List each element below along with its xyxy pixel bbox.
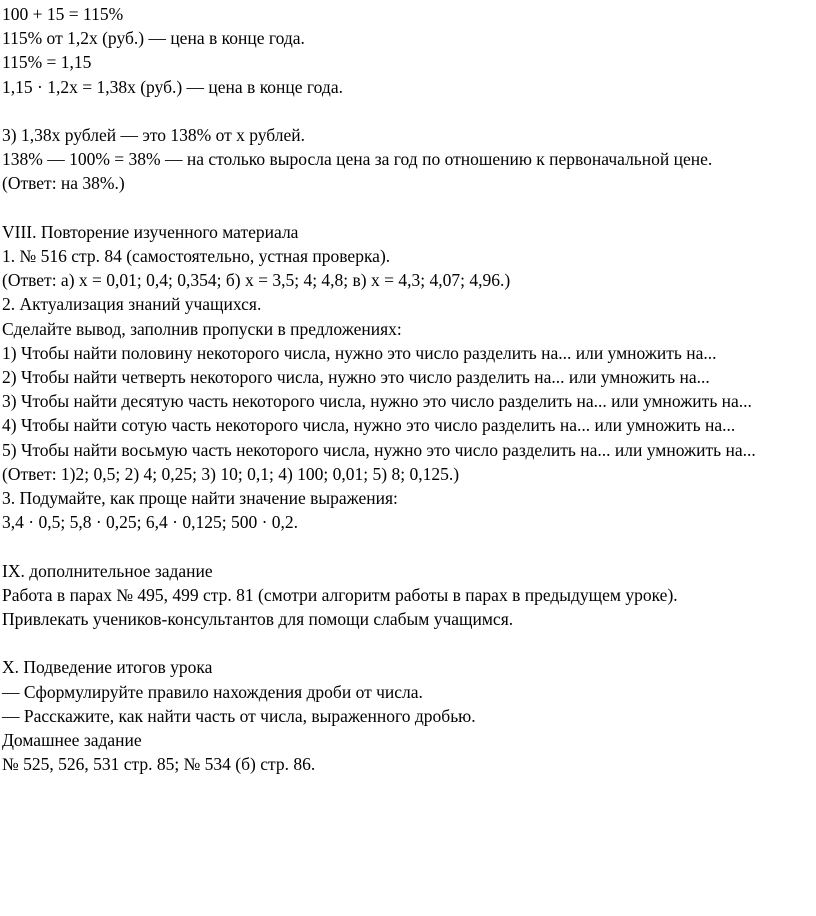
section8-expression: 3,4 · 0,5; 5,8 · 0,25; 6,4 · 0,125; 500 · 0,2. [2, 512, 299, 533]
section8-answer-2: (Ответ: 1)2; 0,5; 2) 4; 0,25; 3) 10; 0,1; 4) 100; 0,01; 5) 8; 0,125.) [2, 463, 460, 484]
question-1: 1) Чтобы найти половину некоторого числа, нужно это число разделить на... или умножить на... [2, 342, 717, 363]
section9-text-2: Привлекать учеников-консультантов для помощи слабым учащимся. [2, 609, 514, 630]
section9-heading: IX. дополнительное задание [2, 560, 213, 581]
calc-line-4: 1,15 · 1,2x = 1,38x (руб.) — цена в конце года. [2, 76, 343, 97]
section10-heading: X. Подведение итогов урока [2, 657, 213, 678]
document-page [2, 2, 812, 776]
calc-line-3: 115% = 1,15 [2, 52, 92, 73]
section8-heading: VIII. Повторение изученного материала [2, 221, 299, 242]
section10-prompt-1: — Сформулируйте правило нахождения дроби от числа. [2, 681, 423, 702]
homework-text: № 525, 526, 531 стр. 85; № 534 (б) стр. 86. [2, 754, 316, 775]
section8-answer-1: (Ответ: а) х = 0,01; 0,4; 0,354; б) х = 3,5; 4; 4,8; в) х = 4,3; 4,07; 4,96.) [2, 270, 511, 291]
question-4: 4) Чтобы найти сотую часть некоторого числа, нужно это число разделить на... или умножить на... [2, 415, 736, 436]
spacer [2, 631, 812, 655]
question-2: 2) Чтобы найти четверть некоторого числа, нужно это число разделить на... или умножить на... [2, 367, 710, 388]
section8-item-1: 1. № 516 стр. 84 (самостоятельно, устная проверка). [2, 246, 391, 266]
spacer [2, 534, 812, 558]
section8-item-3: 3. Подумайте, как проще найти значение выражения: [2, 488, 398, 509]
question-3: 3) Чтобы найти десятую часть некоторого числа, нужно это число разделить на... или умножить на... [2, 391, 752, 412]
spacer [2, 99, 812, 123]
step3-answer: (Ответ: на 38%.) [2, 173, 125, 194]
section10-prompt-2: — Расскажите, как найти часть от числа, выраженного дробью. [2, 705, 476, 726]
calc-line-1: 100 + 15 = 115% [2, 4, 124, 24]
question-5: 5) Чтобы найти восьмую часть некоторого числа, нужно это число разделить на... или умножить на... [2, 439, 756, 460]
spacer [2, 196, 812, 220]
section8-instruction: Сделайте вывод, заполнив пропуски в предложениях: [2, 318, 402, 339]
step3-line-2: 138% — 100% = 38% — на столько выросла цена за год по отношению к первоначальной цене. [2, 149, 713, 170]
section9-text-1: Работа в парах № 495, 499 стр. 81 (смотри алгоритм работы в парах в предыдущем уроке). [2, 584, 678, 605]
calc-line-2: 115% от 1,2x (руб.) — цена в конце года. [2, 28, 305, 49]
homework-heading: Домашнее задание [2, 730, 142, 751]
section8-item-2: 2. Актуализация знаний учащихся. [2, 294, 262, 315]
step3-line-1: 3) 1,38x рублей — это 138% от x рублей. [2, 125, 305, 145]
